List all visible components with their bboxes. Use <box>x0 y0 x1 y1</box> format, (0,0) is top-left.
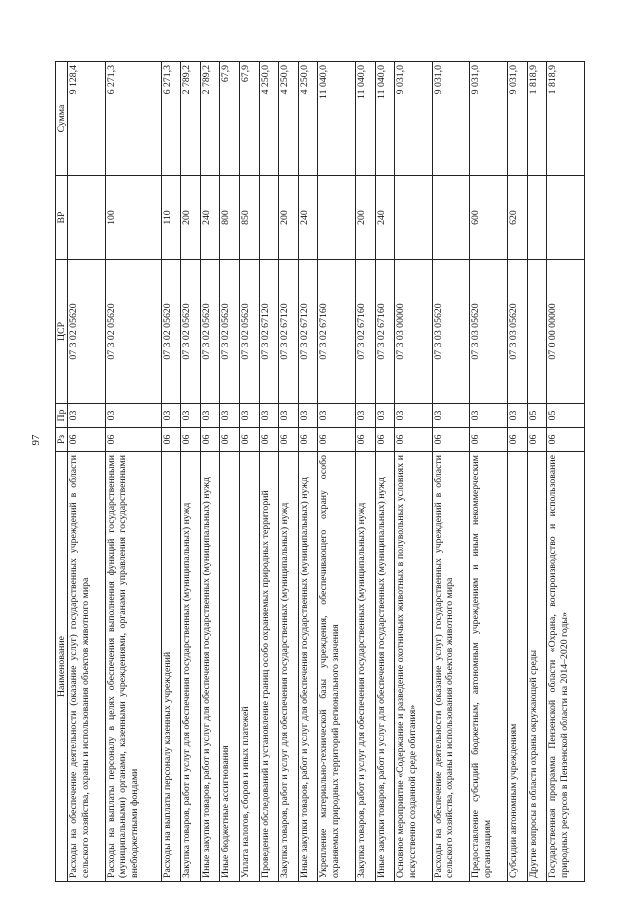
table-row <box>105 62 161 882</box>
cell-name: Иные закупки товаров, работ и услуг для обеспечения государственных (муниципальных) нужд <box>375 452 395 882</box>
cell-rz: 06 <box>355 428 375 452</box>
cell-pr: 03 <box>432 404 470 428</box>
cell-csr: 07 3 02 05620 <box>68 260 106 404</box>
cell-rz: 06 <box>527 428 547 452</box>
cell-sum: 67,9 <box>220 62 240 176</box>
cell-rz: 06 <box>432 428 470 452</box>
table-row <box>161 62 181 882</box>
cell-vr: 850 <box>239 176 259 260</box>
cell-rz: 06 <box>181 428 201 452</box>
cell-vr: 200 <box>181 176 201 260</box>
cell-sum: 6 271,3 <box>161 62 181 176</box>
cell-sum: 9 031,0 <box>395 62 433 176</box>
cell-pr: 03 <box>395 404 433 428</box>
cell-rz: 06 <box>239 428 259 452</box>
cell-rz: 06 <box>279 428 299 452</box>
cell-pr: 03 <box>239 404 259 428</box>
cell-name: Расходы на выплаты персоналу казенных учреждений <box>161 452 181 882</box>
cell-csr: 07 3 03 00000 <box>395 260 433 404</box>
cell-sum: 6 271,3 <box>105 62 161 176</box>
rotated-page-content <box>55 62 585 882</box>
cell-csr: 07 3 02 67160 <box>375 260 395 404</box>
cell-pr: 05 <box>527 404 547 428</box>
cell-vr: 100 <box>105 176 161 260</box>
table-row <box>259 62 279 882</box>
cell-vr: 240 <box>200 176 220 260</box>
cell-csr: 07 3 02 05620 <box>181 260 201 404</box>
cell-rz: 06 <box>68 428 106 452</box>
cell-name: Иные закупки товаров, работ и услуг для обеспечения государственных (муниципальных) нужд <box>298 452 318 882</box>
cell-rz: 06 <box>259 428 279 452</box>
cell-sum: 11 040,0 <box>375 62 395 176</box>
table-row <box>200 62 220 882</box>
cell-sum: 9 031,0 <box>432 62 470 176</box>
table-row <box>527 62 547 882</box>
table-row <box>470 62 508 882</box>
cell-vr: 620 <box>507 176 527 260</box>
table-header-row <box>56 62 68 882</box>
cell-csr: 07 3 02 67120 <box>259 260 279 404</box>
cell-sum: 4 250,0 <box>279 62 299 176</box>
table-body <box>68 62 585 882</box>
cell-pr: 03 <box>355 404 375 428</box>
cell-pr: 03 <box>298 404 318 428</box>
cell-sum: 67,9 <box>239 62 259 176</box>
table-row <box>355 62 375 882</box>
table-row <box>220 62 240 882</box>
cell-pr: 03 <box>220 404 240 428</box>
cell-sum: 2 789,2 <box>200 62 220 176</box>
cell-csr: 07 3 02 67120 <box>279 260 299 404</box>
table-row <box>298 62 318 882</box>
table-row <box>181 62 201 882</box>
cell-vr: 110 <box>161 176 181 260</box>
cell-csr: 07 3 03 05620 <box>507 260 527 404</box>
cell-sum: 1 818,9 <box>527 62 547 176</box>
cell-vr: 600 <box>470 176 508 260</box>
cell-name: Предоставление субсидий бюджетным, автономным учреждениям и иным некоммерческим организациям <box>470 452 508 882</box>
cell-name: Проведение обследований и установление границ особо охраняемых природных территорий <box>259 452 279 882</box>
table-row <box>432 62 470 882</box>
cell-vr <box>395 176 433 260</box>
cell-sum: 11 040,0 <box>355 62 375 176</box>
cell-sum: 4 250,0 <box>298 62 318 176</box>
cell-vr <box>318 176 356 260</box>
cell-sum: 9 031,0 <box>470 62 508 176</box>
cell-vr <box>432 176 470 260</box>
cell-rz: 06 <box>470 428 508 452</box>
header-sum: Сумма <box>56 62 68 176</box>
table-row <box>375 62 395 882</box>
cell-name: Расходы на обеспечение деятельности (оказание услуг) государственных учреждений в области сельского хозяйства, охраны и использования объектов животного мира <box>68 452 106 882</box>
cell-rz: 06 <box>200 428 220 452</box>
table-row <box>318 62 356 882</box>
cell-csr: 07 3 03 05620 <box>432 260 470 404</box>
cell-csr: 07 3 02 67160 <box>355 260 375 404</box>
cell-csr: 07 3 02 67120 <box>298 260 318 404</box>
header-vr: ВР <box>56 176 68 260</box>
cell-pr: 03 <box>181 404 201 428</box>
cell-name: Расходы на выплаты персоналу в целях обеспечения выполнения функций государственными (муниципальными) органами, казенными учреждениями, органами управления государственными внебюджетными фондами <box>105 452 161 882</box>
cell-rz: 06 <box>105 428 161 452</box>
cell-vr <box>547 176 585 260</box>
cell-sum: 1 818,9 <box>547 62 585 176</box>
cell-rz: 06 <box>507 428 527 452</box>
cell-name: Иные бюджетные ассигнования <box>220 452 240 882</box>
cell-name: Иные закупки товаров, работ и услуг для обеспечения государственных (муниципальных) нужд <box>200 452 220 882</box>
header-csr: ЦСР <box>56 260 68 404</box>
header-pr: Пр <box>56 404 68 428</box>
cell-csr: 07 3 02 05620 <box>105 260 161 404</box>
cell-rz: 06 <box>547 428 585 452</box>
cell-name: Расходы на обеспечение деятельности (оказание услуг) государственных учреждений в области сельского хозяйства, охраны и использования объектов животного мира <box>432 452 470 882</box>
cell-name: Основное мероприятие «Содержание и разведение охотничьих животных в полувольных условиях и искусственно созданной среде обитания» <box>395 452 433 882</box>
cell-vr <box>68 176 106 260</box>
header-rz: Рз <box>56 428 68 452</box>
cell-pr: 03 <box>161 404 181 428</box>
table-row <box>68 62 106 882</box>
cell-csr: 07 3 02 05620 <box>161 260 181 404</box>
cell-name: Государственная программа Пензенской области «Охрана, воспроизводство и использование природных ресурсов в Пензенской области на 2014–2020 годы» <box>547 452 585 882</box>
cell-sum: 4 250,0 <box>259 62 279 176</box>
cell-pr: 03 <box>279 404 299 428</box>
cell-name: Закупка товаров, работ и услуг для обеспечения государственных (муниципальных) нужд <box>279 452 299 882</box>
cell-csr: 07 0 00 00000 <box>547 260 585 404</box>
cell-csr: 07 3 02 67160 <box>318 260 356 404</box>
cell-vr: 200 <box>355 176 375 260</box>
cell-rz: 06 <box>220 428 240 452</box>
cell-csr: 07 3 03 05620 <box>470 260 508 404</box>
cell-sum: 9 031,0 <box>507 62 527 176</box>
cell-pr: 03 <box>375 404 395 428</box>
cell-pr: 03 <box>259 404 279 428</box>
cell-vr: 200 <box>279 176 299 260</box>
cell-sum: 2 789,2 <box>181 62 201 176</box>
cell-rz: 06 <box>375 428 395 452</box>
cell-vr <box>527 176 547 260</box>
table-row <box>279 62 299 882</box>
cell-name: Другие вопросы в области охраны окружающей среды <box>527 452 547 882</box>
cell-vr: 240 <box>375 176 395 260</box>
cell-pr: 03 <box>105 404 161 428</box>
cell-pr: 03 <box>507 404 527 428</box>
cell-vr: 240 <box>298 176 318 260</box>
cell-csr <box>527 260 547 404</box>
cell-name: Субсидии автономным учреждениям <box>507 452 527 882</box>
cell-name: Закупка товаров, работ и услуг для обеспечения государственных (муниципальных) нужд <box>181 452 201 882</box>
cell-csr: 07 3 02 05620 <box>220 260 240 404</box>
table-row <box>547 62 585 882</box>
cell-rz: 06 <box>318 428 356 452</box>
cell-rz: 06 <box>395 428 433 452</box>
cell-pr: 03 <box>200 404 220 428</box>
cell-sum: 11 040,0 <box>318 62 356 176</box>
page-number: 97 <box>30 434 42 446</box>
cell-pr: 05 <box>547 404 585 428</box>
cell-csr: 07 3 02 05620 <box>239 260 259 404</box>
cell-vr: 800 <box>220 176 240 260</box>
cell-pr: 03 <box>68 404 106 428</box>
budget-table <box>55 61 585 882</box>
cell-pr: 03 <box>470 404 508 428</box>
cell-rz: 06 <box>161 428 181 452</box>
header-name: Наименование <box>56 452 68 882</box>
cell-vr <box>259 176 279 260</box>
table-row <box>239 62 259 882</box>
cell-rz: 06 <box>298 428 318 452</box>
cell-name: Уплата налогов, сборов и иных платежей <box>239 452 259 882</box>
cell-csr: 07 3 02 05620 <box>200 260 220 404</box>
cell-name: Закупка товаров, работ и услуг для обеспечения государственных (муниципальных) нужд <box>355 452 375 882</box>
cell-name: Укрепление материально-технической базы учреждения, обеспечивающего охрану особо охраняемых природных территорий регионального значения <box>318 452 356 882</box>
cell-pr: 03 <box>318 404 356 428</box>
table-row <box>507 62 527 882</box>
table-row <box>395 62 433 882</box>
cell-sum: 9 128,4 <box>68 62 106 176</box>
